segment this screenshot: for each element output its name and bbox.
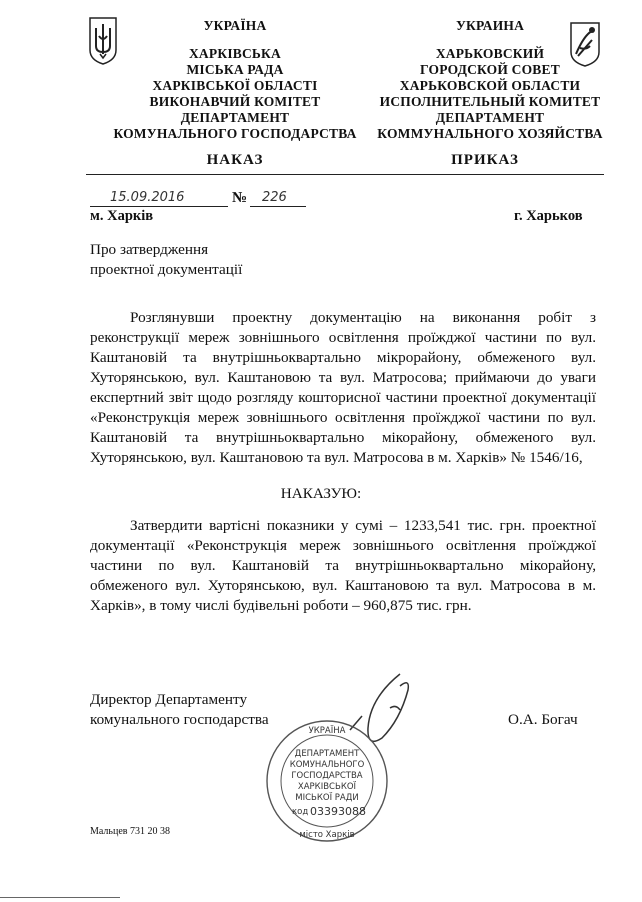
header-ru-line: ХАРЬКОВСКОЙ ОБЛАСТИ: [399, 78, 581, 93]
order-number-label: №: [232, 190, 248, 206]
stamp-bottom: місто Харків: [299, 830, 355, 840]
signer-position-line: комунального господарства: [90, 711, 269, 728]
city-ua: м. Харків: [90, 208, 154, 224]
subject-line: проектної документації: [90, 261, 243, 278]
preamble: Розглянувши проектну документацію на виконання робіт з реконструкції мереж зовнішнього освітлення проїжджої частини по вул. Каштановій та внутрішньоквартально мікрорайону, обмеженого вул. Хуторянською, вул. Каштановою та вул. Матросова; приймаючи до уваги експертний звіт щодо розгляду кошторисної частини проектної документації «Реконструкція мереж зовнішнього освітлення проїжджої частини по вул. Каштановій та внутрішньоквартально мікорайону, обмеженого вул. Хуторянською, вул. Каштановою та вул. Матросова в м. Харків» № 1546/16,: [90, 309, 596, 466]
stamp-line: ДЕПАРТАМЕНТ: [294, 749, 360, 759]
header-ru-line: ИСПОЛНИТЕЛЬНЫЙ КОМИТЕТ: [379, 94, 601, 109]
stamp-code: 03393088: [310, 805, 366, 818]
header-ru: [365, 18, 615, 142]
order-text: Затвердити вартісні показники у сумі – 1233,541 тис. грн. проектної документації «Реконструкція мереж зовнішнього освітлення проїжджої частини по вул. Каштановій та внутрішньоквартально мікорайону, обмеженого вул. Хуторянською, вул. Каштановою та вул. Матросова в м. Харків», в тому числі будівельні роботи – 960,875 тис. грн.: [90, 517, 596, 614]
header-ua-country: УКРАЇНА: [203, 18, 267, 33]
order-title-ua: НАКАЗ: [206, 152, 264, 168]
footer-line: [0, 897, 120, 898]
order-date: 15.09.2016: [110, 190, 185, 205]
subject: [90, 240, 242, 280]
order-word: НАКАЗУЮ:: [280, 485, 362, 502]
header-divider: [86, 174, 604, 175]
order-number: 226: [262, 190, 287, 205]
header-ua: [110, 18, 360, 142]
header-ua-line: ХАРКІВСЬКА: [188, 46, 281, 61]
header-ru-country: УКРАИНА: [455, 18, 525, 33]
order-title-ru: ПРИКАЗ: [451, 152, 519, 168]
header-ua-line: ХАРКІВСЬКОЇ ОБЛАСТІ: [152, 78, 318, 93]
stamp-line: МІСЬКОЇ РАДИ: [295, 793, 359, 803]
header-ua-line: КОМУНАЛЬНОГО ГОСПОДАРСТВА: [113, 126, 357, 141]
signer-position-line: Директор Департаменту: [90, 691, 248, 708]
header-ru-line: ГОРОДСКОЙ СОВЕТ: [420, 62, 560, 77]
official-stamp: [262, 716, 392, 846]
header-ua-line: ВИКОНАВЧИЙ КОМІТЕТ: [149, 94, 321, 109]
city-ru: г. Харьков: [514, 208, 583, 224]
number-underline: [250, 206, 306, 207]
header-ua-line: МІСЬКА РАДА: [186, 62, 284, 77]
executor: Мальцев 731 20 38: [90, 826, 170, 837]
header-ru-line: ХАРЬКОВСКИЙ: [435, 46, 545, 61]
header-ru-line: КОММУНАЛЬНОГО ХОЗЯЙСТВА: [377, 126, 603, 141]
signer-position: [90, 690, 269, 730]
date-underline: [90, 206, 228, 207]
stamp-line: ГОСПОДАРСТВА: [291, 771, 363, 781]
header-ua-line: ДЕПАРТАМЕНТ: [180, 110, 290, 125]
stamp-line: КОМУНАЛЬНОГО: [289, 760, 365, 770]
stamp-line: ХАРКІВСЬКОЇ: [297, 782, 357, 792]
stamp-top: УКРАЇНА: [308, 726, 346, 736]
stamp-code-prefix: код: [292, 807, 309, 817]
header-ru-line: ДЕПАРТАМЕНТ: [435, 110, 545, 125]
signer-name: О.А. Богач: [508, 711, 578, 728]
subject-line: Про затвердження: [90, 241, 209, 258]
